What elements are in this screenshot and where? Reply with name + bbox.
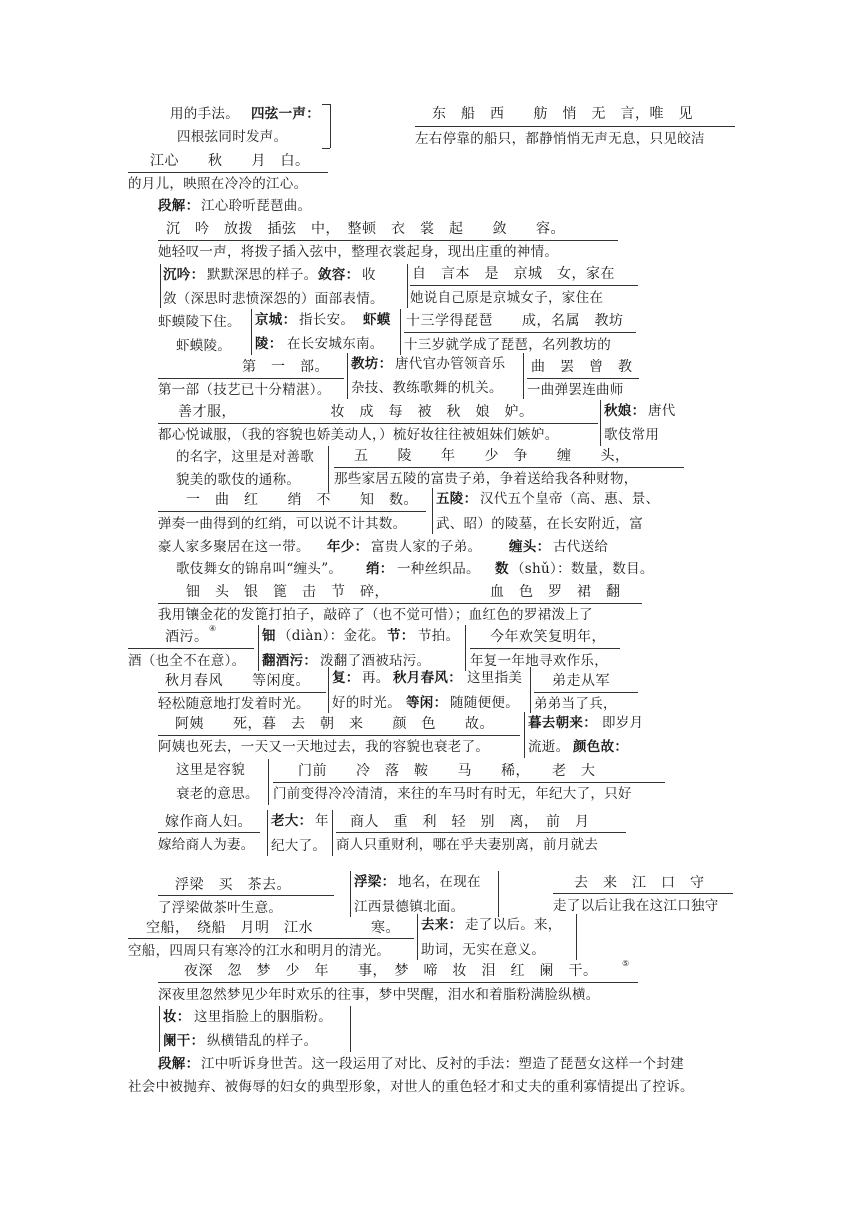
footnote-marker: ④ bbox=[209, 624, 217, 633]
translation-line: 阿姨也死去，一天又一天地过去，我的容貌也衰老了。 bbox=[158, 739, 490, 755]
original-line: 沉 吟 放拨 插弦 中， 整顿 衣 裳 起 敛 容。 bbox=[166, 221, 565, 237]
original-line: 钿 头 银 篦 击 节 碎， bbox=[186, 584, 389, 600]
annotation-bracket bbox=[498, 871, 499, 917]
original-underline bbox=[336, 832, 626, 833]
annotation-bracket bbox=[159, 1006, 160, 1052]
annotation-bracket bbox=[268, 759, 269, 805]
original-line: 今年欢笑复明年， bbox=[490, 629, 606, 645]
original-underline bbox=[470, 648, 620, 649]
annotation-head: 敛容： bbox=[318, 267, 360, 283]
translation-line: 用的手法。 bbox=[170, 106, 239, 122]
annotation-text: 流逝。 bbox=[528, 739, 570, 755]
annotation-text: 豪人家多聚居在这一带。 bbox=[158, 539, 310, 555]
annotation-text: 唐代官办管领音乐 bbox=[395, 356, 506, 372]
original-underline bbox=[158, 692, 326, 693]
translation-line: 年复一年地寻欢作乐， bbox=[470, 653, 608, 669]
original-line: 江心 秋 月 白。 bbox=[150, 153, 310, 169]
original-line: 弟走从军 bbox=[552, 673, 610, 689]
annotation-bracket bbox=[600, 400, 601, 446]
original-underline bbox=[158, 378, 344, 379]
annotation-text: 走了以后。来， bbox=[465, 917, 562, 933]
original-underline bbox=[404, 332, 636, 333]
annotation-text: 助词，无实在意义。 bbox=[421, 942, 546, 958]
annotation-text: 武、昭）的陵墓，在长安附近，富 bbox=[436, 516, 643, 532]
annotation-head: 虾蟆 bbox=[363, 312, 391, 328]
annotation-head: 浮梁： bbox=[354, 874, 396, 890]
annotation-head: 暮去朝来： bbox=[528, 715, 597, 731]
annotation-head: 年少： bbox=[327, 539, 369, 555]
annotation-bracket bbox=[350, 871, 351, 917]
translation-line: 弹奏一曲得到的红绡，可以说不计其数。 bbox=[158, 516, 407, 532]
translation-line: 门前变得冷冷清清，来往的车马时有时无，年纪大了，只好 bbox=[273, 786, 632, 802]
annotation-bracket bbox=[350, 1006, 351, 1052]
original-line: 一 曲 红 绡 不 知 数。 bbox=[186, 492, 418, 508]
original-line: 曲 罢 曾 教 bbox=[531, 359, 633, 375]
annotation-bracket bbox=[407, 264, 408, 308]
translation-line: 弟弟当了兵， bbox=[534, 696, 617, 712]
original-underline bbox=[553, 893, 733, 894]
original-underline bbox=[128, 938, 414, 939]
annotation-bracket bbox=[523, 353, 524, 399]
annotation-text: 即岁月 bbox=[602, 715, 644, 731]
annotation-head: 陵： bbox=[255, 336, 283, 352]
annotation-bracket bbox=[400, 309, 401, 355]
translation-line: 的月儿，映照在冷冷的江心。 bbox=[128, 176, 308, 192]
annotation-text: 这里指脸上的胭脂粉。 bbox=[194, 1009, 332, 1025]
annotation-bracket bbox=[330, 104, 331, 148]
original-line: 自 言本 是 京城 女，家在 bbox=[412, 266, 615, 282]
annotation-head: 节： bbox=[387, 628, 415, 644]
annotation-head: 老大： bbox=[271, 813, 313, 829]
translation-line: 一曲弹罢连曲师 bbox=[527, 382, 624, 398]
annotation-bracket bbox=[267, 810, 268, 856]
annotation-text: 敛（深思时悲愤深怨的）面部表情。 bbox=[163, 291, 384, 307]
annotation-head: 教坊： bbox=[351, 356, 393, 372]
annotation-text: 指长安。 bbox=[299, 312, 355, 328]
annotation-head: 秋月春风： bbox=[393, 670, 462, 686]
original-line: 商人 重 利 轻 别 离， 前 月 bbox=[350, 814, 590, 830]
annotation-bracket bbox=[465, 625, 466, 671]
original-line: 去 来 江 口 守 bbox=[574, 875, 705, 891]
original-underline bbox=[273, 782, 665, 783]
original-underline bbox=[158, 240, 618, 241]
annotation-text: 这里是容貌 bbox=[176, 762, 245, 778]
annotation-text: 在长安城东南。 bbox=[287, 336, 384, 352]
original-line: 东 船 西 舫 悄 无 言，唯 见 bbox=[432, 106, 693, 122]
translation-line: 她轻叹一声，将拨子插入弦中，整理衣裳起身，现出庄重的神情。 bbox=[158, 244, 559, 260]
annotation-text: 好的时光。 bbox=[332, 695, 401, 711]
annotation-head: 秋娘： bbox=[604, 403, 646, 419]
original-line: 五 陵 年 少 争 缠 头， bbox=[354, 448, 630, 464]
original-underline bbox=[128, 648, 254, 649]
annotation-text: 这里指美 bbox=[467, 670, 523, 686]
annotation-text: 富贵人家的子弟。 bbox=[371, 539, 482, 555]
translation-line: 那些家居五陵的富贵子弟，争着送给我各种财物， bbox=[334, 471, 638, 487]
original-underline bbox=[158, 603, 642, 604]
original-underline bbox=[527, 378, 639, 379]
original-line: 酒污。 bbox=[165, 629, 209, 645]
annotation-text: 古代送给 bbox=[553, 539, 609, 555]
annotation-head: 沉吟： bbox=[163, 267, 205, 283]
translation-line: 嫁给商人为妻。 bbox=[158, 837, 255, 853]
translation-line: 第一部（技艺已十分精湛）。 bbox=[158, 382, 331, 398]
original-underline bbox=[128, 172, 328, 173]
original-underline bbox=[158, 735, 520, 736]
annotation-head: 翻酒污： bbox=[262, 653, 318, 669]
original-underline bbox=[158, 511, 426, 512]
translation-line: 了浮梁做茶叶生意。 bbox=[158, 900, 283, 916]
annotation-text: 一种丝织品。 bbox=[397, 561, 480, 577]
annotation-bracket bbox=[576, 914, 577, 960]
annotation-text: 衰老的意思。 bbox=[176, 786, 259, 802]
section-text: 江心聆听琵琶曲。 bbox=[201, 198, 312, 214]
annotation-bracket bbox=[432, 488, 433, 534]
original-underline bbox=[158, 832, 260, 833]
annotation-bracket bbox=[347, 353, 348, 399]
section-text: 社会中被抛弃、被侮辱的妇女的典型形象，对世人的重色轻才和丈夫的重利寡情提出了控诉。 bbox=[128, 1079, 694, 1095]
original-underline bbox=[158, 982, 638, 983]
annotation-bracket bbox=[251, 309, 252, 355]
annotation-bracket bbox=[524, 712, 525, 758]
annotation-head: 等闲： bbox=[406, 695, 448, 711]
original-line: 空船， 绕船 月明 江水 寒。 bbox=[146, 920, 400, 936]
translation-line: 都心悦诚服，（我的容貌也娇美动人，）梳好妆往往被姐妹们嫉妒。 bbox=[158, 427, 559, 443]
annotation-bracket bbox=[328, 446, 329, 492]
original-line: 血 色 罗 裙 翻 bbox=[490, 584, 621, 600]
section-text: 江中听诉身世苦。这一段运用了对比、反衬的手法：塑造了琵琶女这样一个封建 bbox=[201, 1056, 684, 1072]
annotation-bracket bbox=[530, 667, 531, 713]
bracket-tick bbox=[322, 104, 330, 105]
translation-line: 商人只重财利，哪在乎夫妻别离，前月就去 bbox=[336, 837, 599, 853]
original-line: 秋月春风 等闲度。 bbox=[165, 673, 310, 689]
translation-line: 我用镶金花的发篦打拍子，敲碎了（也不觉可惜）；血红色的罗裙泼上了 bbox=[158, 607, 593, 623]
bracket-tick bbox=[322, 148, 330, 149]
annotation-text: 收 bbox=[362, 267, 376, 283]
annotation-head: 妆： bbox=[163, 1009, 191, 1025]
annotation-text: 泼翻了酒被玷污。 bbox=[320, 653, 431, 669]
annotation-text: 江西景德镇北面。 bbox=[354, 899, 465, 915]
annotation-text: 随随便便。 bbox=[450, 695, 519, 711]
annotation-text: 地名，在现在 bbox=[398, 874, 481, 890]
annotation-text: 默默深思的样子。 bbox=[207, 267, 318, 283]
original-underline bbox=[158, 423, 598, 424]
annotation-text: （diàn）：金花。 bbox=[278, 628, 385, 644]
annotation-head: 复： bbox=[332, 670, 360, 686]
annotation-text: 歌伎常用 bbox=[604, 427, 660, 443]
annotation-text: 节拍。 bbox=[418, 628, 460, 644]
annotation-head: 四弦一声： bbox=[251, 106, 320, 122]
annotation-text: 纵横错乱的样子。 bbox=[207, 1033, 318, 1049]
translation-line: 虾蟆陵。 bbox=[176, 338, 232, 354]
original-line: 门前 冷 落 鞍 马 稀， 老 大 bbox=[298, 763, 596, 779]
annotation-text: 唐代 bbox=[648, 403, 676, 419]
original-underline bbox=[534, 692, 638, 693]
section-label: 段解： bbox=[158, 198, 200, 214]
annotation-text: 的名字，这里是对善歌 bbox=[176, 449, 314, 465]
translation-line: 十三岁就学成了琵琶，名列教坊的 bbox=[404, 337, 611, 353]
annotation-head: 数 bbox=[495, 561, 509, 577]
annotation-bracket bbox=[332, 810, 333, 856]
translation-line: 走了以后让我在这江口独守 bbox=[553, 898, 719, 914]
original-line: 第 一 部。 bbox=[242, 359, 329, 375]
annotation-head: 阑干： bbox=[163, 1033, 205, 1049]
annotation-bracket bbox=[328, 667, 329, 713]
annotation-head: 去来： bbox=[421, 917, 463, 933]
annotation-text: 汉代五个皇帝（高、惠、景、 bbox=[480, 491, 660, 507]
annotation-head: 京城： bbox=[255, 312, 297, 328]
translation-line: 虾蟆陵下住。 bbox=[158, 314, 241, 330]
footnote-marker: ⑤ bbox=[622, 959, 630, 968]
annotation-head: 缠头： bbox=[509, 539, 551, 555]
annotation-text: 纪大了。 bbox=[271, 838, 327, 854]
annotation-bracket bbox=[417, 914, 418, 960]
annotation-text: （shǔ）：数量，数目。 bbox=[511, 561, 654, 577]
translation-line: 轻松随意地打发着时光。 bbox=[158, 696, 310, 712]
annotation-head: 五陵： bbox=[436, 491, 478, 507]
annotation-text: 四根弦同时发声。 bbox=[177, 129, 288, 145]
original-line: 浮梁 买 茶去。 bbox=[175, 877, 291, 893]
original-underline bbox=[158, 895, 334, 896]
annotation-bracket bbox=[258, 625, 259, 671]
original-underline bbox=[415, 126, 735, 127]
translation-line: 酒（也全不在意）。 bbox=[128, 653, 246, 669]
annotation-text: 再。 bbox=[362, 670, 390, 686]
annotation-bracket bbox=[160, 264, 161, 308]
original-line: 嫁作商人妇。 bbox=[165, 814, 252, 830]
annotation-head: 钿 bbox=[262, 628, 276, 644]
annotation-head: 绡： bbox=[366, 561, 394, 577]
translation-line: 她说自己原是京城女子，家住在 bbox=[410, 290, 604, 306]
original-line: 夜深 忽 梦 少 年 事， 梦 啼 妆 泪 红 阑 干。 bbox=[184, 963, 598, 979]
original-line: 十三学得琵琶 成，名属 教坊 bbox=[406, 313, 624, 329]
translation-line: 左右停靠的船只，都静悄悄无声无息，只见皎洁 bbox=[415, 131, 705, 147]
annotation-text: 貌美的歌伎的通称。 bbox=[176, 472, 301, 488]
annotation-text: 杂技、教练歌舞的机关。 bbox=[351, 380, 503, 396]
original-line: 善才服， 妆 成 每 被 秋 娘 妒。 bbox=[178, 404, 534, 420]
original-underline bbox=[334, 467, 684, 468]
annotation-text: 歌伎舞女的锦帛叫“缠头”。 bbox=[176, 561, 343, 577]
section-label: 段解： bbox=[158, 1056, 200, 1072]
translation-line: 空船，四周只有寒冷的江水和明月的清光。 bbox=[128, 943, 391, 959]
annotation-text: 年 bbox=[315, 813, 329, 829]
original-line: 阿姨 死，暮 去 朝 来 颜 色 故。 bbox=[175, 716, 494, 732]
annotation-head: 颜色故： bbox=[573, 739, 629, 755]
original-underline bbox=[410, 285, 638, 286]
translation-line: 深夜里忽然梦见少年时欢乐的往事，梦中哭醒，泪水和着脂粉满脸纵横。 bbox=[158, 987, 600, 1003]
